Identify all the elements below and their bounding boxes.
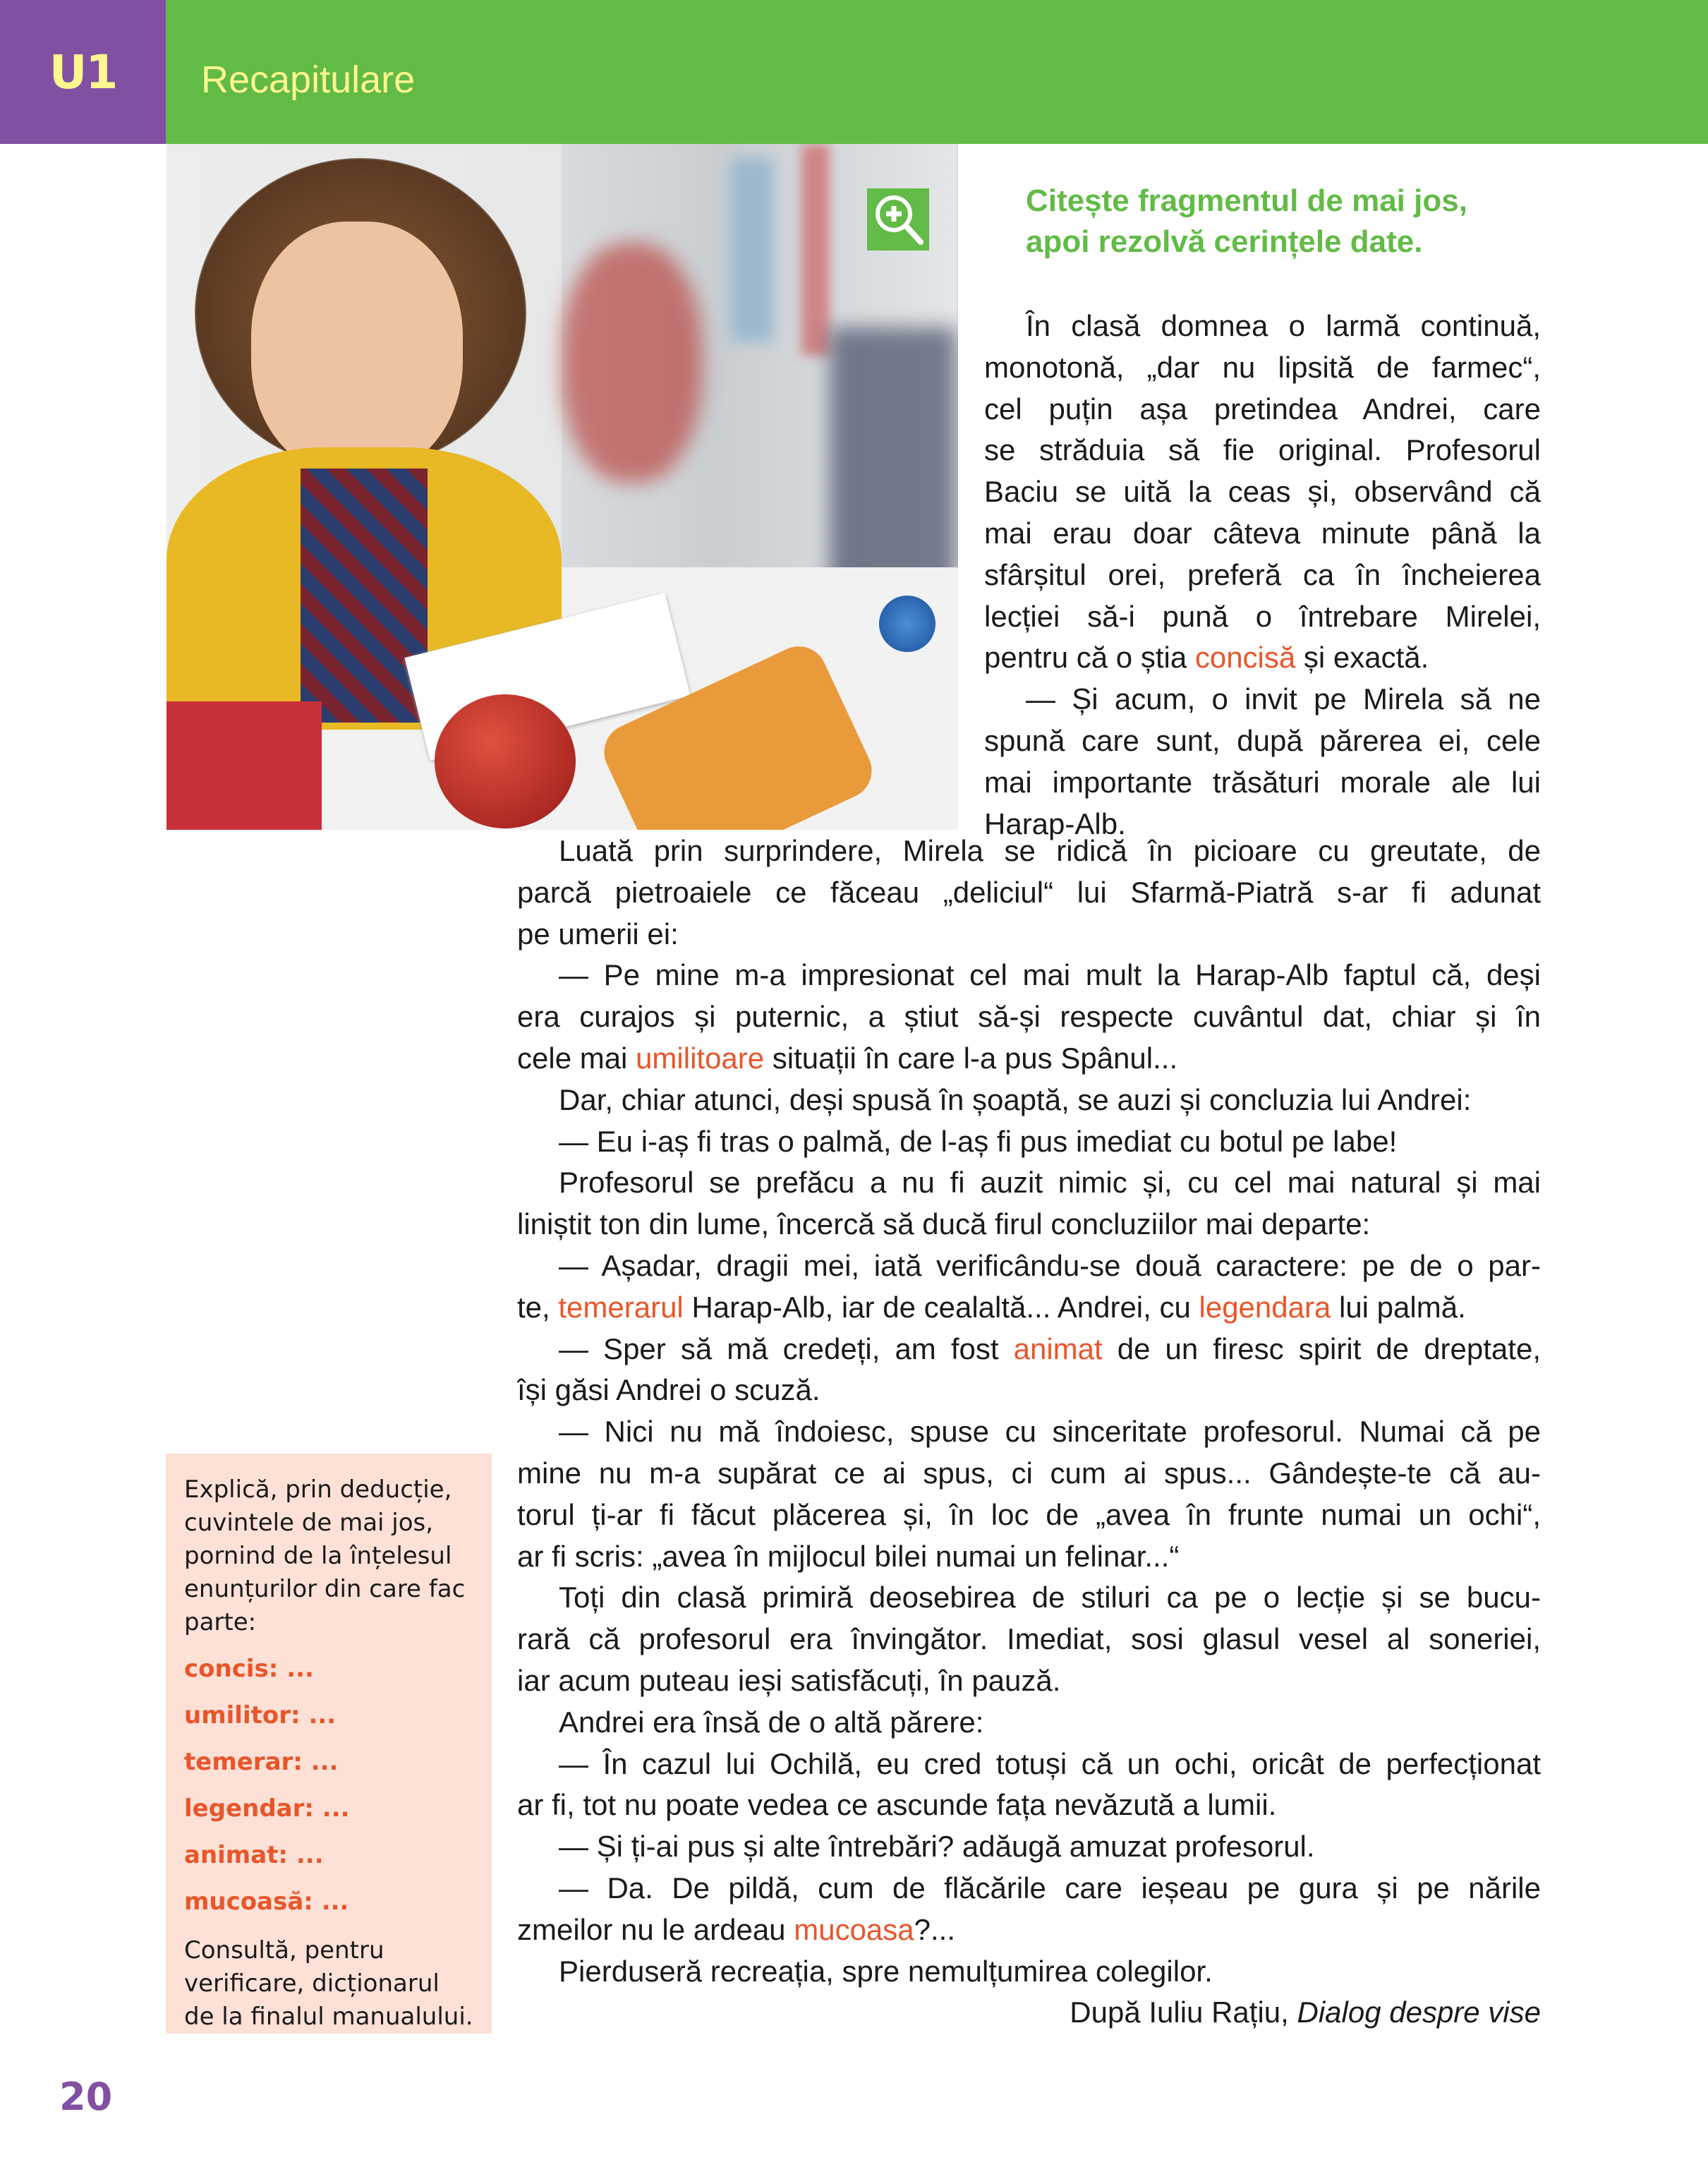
text-segment: era curajos și puternic, a știut să-și respecte cuvântul dat, chiar și în: [517, 1000, 1541, 1034]
text-segment: sfârșitul orei, preferă ca în încheierea: [984, 557, 1541, 591]
text-line: [517, 1080, 1541, 1121]
text-line: [984, 762, 1541, 804]
header-bar: [166, 0, 1708, 144]
text-line: [984, 471, 1541, 513]
text-line: [517, 1121, 1541, 1163]
text-segment: ar fi scris: „avea în mijlocul bilei numai un felinar...“: [517, 1539, 1180, 1573]
highlighted-word: temerarul: [558, 1290, 684, 1324]
zoom-in-button[interactable]: [867, 188, 929, 250]
text-segment: mine nu m-a supărat ce ai spus, ci cum ai spus... Gândește-te că au-: [517, 1456, 1541, 1490]
text-segment: și exactă.: [1295, 641, 1429, 675]
text-segment: de un firesc spirit de dreptate,: [1102, 1332, 1541, 1365]
text-segment: — Sper să mă credeți, am fost: [559, 1332, 1014, 1365]
text-line: [517, 1744, 1541, 1785]
text-segment: rară că profesorul era învingător. Imediat, sosi glasul vesel al soneriei,: [517, 1622, 1541, 1656]
vocabulary-word: mucoasă: ...: [184, 1888, 349, 1916]
text-line: [517, 1868, 1541, 1909]
dictionary-note: Consultă, pentru verificare, dicționarul de la finalul manualului.: [184, 1936, 473, 2031]
text-line: [984, 679, 1541, 720]
text-line: [517, 1702, 1541, 1744]
text-line: [517, 1245, 1541, 1287]
text-line: [517, 1951, 1541, 1993]
text-line: [517, 1619, 1541, 1660]
zoom-in-icon: [867, 188, 929, 250]
text-line: [517, 1785, 1541, 1826]
text-line: [984, 389, 1541, 430]
text-segment: mai erau doar câteva minute până la: [984, 516, 1541, 550]
section-title: Recapitulare: [201, 59, 416, 101]
text-segment: pe umerii ei:: [517, 917, 679, 950]
highlighted-word: umilitoare: [636, 1041, 765, 1075]
text-line: [517, 1411, 1541, 1453]
text-line: [517, 1660, 1541, 1702]
text-segment: își găsi Andrei o scuză.: [517, 1373, 820, 1407]
text-segment: Baciu se uită la ceas și, observând că: [984, 475, 1541, 509]
text-column-full: [517, 831, 1541, 2034]
text-segment: situații în care l-a pus Spânul...: [764, 1041, 1178, 1075]
text-column-right: [984, 306, 1541, 845]
text-line: [517, 1909, 1541, 1951]
text-line: [517, 914, 1541, 955]
text-line: [517, 1577, 1541, 1619]
highlighted-word: concisă: [1194, 641, 1296, 675]
text-segment: te,: [517, 1290, 559, 1324]
text-line: [517, 1329, 1541, 1370]
text-segment: liniștit ton din lume, încercă să ducă firul concluziilor mai departe:: [517, 1207, 1371, 1241]
text-line: [517, 955, 1541, 996]
text-segment: — În cazul lui Ochilă, eu cred totuși că un ochi, oricât de perfecționat: [559, 1746, 1541, 1780]
text-segment: Luată prin surprindere, Mirela se ridică în picioare cu greutate, de: [559, 834, 1541, 867]
text-segment: În clasă domnea o larmă continuă,: [1026, 309, 1541, 342]
instruction-heading: [1026, 181, 1467, 262]
text-segment: torul ți-ar fi făcut plăcerea și, în loc de „avea în frunte numai un ochi“,: [517, 1497, 1541, 1531]
text-line: [517, 1162, 1541, 1204]
vocabulary-word: legendar: ...: [184, 1794, 350, 1823]
highlighted-word: animat: [1013, 1332, 1103, 1365]
highlighted-word: legendara: [1199, 1290, 1331, 1324]
illustration-photo: [166, 144, 958, 830]
text-line: [517, 1287, 1541, 1329]
unit-label: U1: [49, 44, 117, 99]
text-segment: ar fi, tot nu poate vedea ce ascunde fața nevăzută a lumii.: [517, 1788, 1277, 1822]
text-segment: mai importante trăsături morale ale lui: [984, 765, 1541, 799]
text-segment: Harap-Alb, iar de cealaltă... Andrei, cu: [683, 1290, 1199, 1324]
text-line: [984, 347, 1541, 389]
text-line: [984, 555, 1541, 596]
instruction-line: apoi rezolvă cerințele date.: [1026, 224, 1423, 259]
text-segment: Andrei era însă de o altă părere:: [559, 1705, 984, 1739]
text-line: [517, 1453, 1541, 1495]
text-segment: cele mai: [517, 1041, 636, 1075]
text-line: [517, 872, 1541, 914]
text-segment: Pierduseră recreația, spre nemulțumirea colegilor.: [559, 1954, 1213, 1988]
vocabulary-word: umilitor: ...: [184, 1701, 337, 1730]
text-line: [517, 1038, 1541, 1080]
text-segment: zmeilor nu le ardeau: [517, 1912, 794, 1946]
text-segment: lui palmă.: [1331, 1290, 1466, 1324]
text-segment: Toți din clasă primiră deosebirea de stiluri ca pe o lecție și se bucu-: [559, 1581, 1541, 1614]
text-line: [517, 1495, 1541, 1536]
page-number: 20: [59, 2075, 113, 2119]
highlighted-word: mucoasa: [794, 1912, 914, 1946]
text-segment: — Pe mine m-a impresionat cel mai mult la Harap-Alb faptul că, deși: [559, 958, 1541, 992]
text-line: [517, 1370, 1541, 1411]
attribution-title: Dialog despre vise: [1297, 1996, 1541, 2029]
text-segment: — Așadar, dragii mei, iată verificându-se două caractere: pe de o par-: [559, 1248, 1541, 1282]
text-line: [517, 1536, 1541, 1578]
instruction-line: Citește fragmentul de mai jos,: [1026, 183, 1467, 218]
text-line: [984, 720, 1541, 762]
text-line: [984, 596, 1541, 638]
vocabulary-word: animat: ...: [184, 1841, 324, 1869]
text-segment: lecției să-i pună o întrebare Mirelei,: [984, 599, 1541, 633]
text-segment: — Și ți-ai pus și alte întrebări? adăugă amuzat profesorul.: [559, 1830, 1315, 1864]
text-line: [517, 831, 1541, 872]
text-segment: — Și acum, o invit pe Mirela să ne: [1026, 682, 1541, 716]
text-segment: se străduia să fie original. Profesorul: [984, 433, 1541, 467]
text-segment: iar acum puteau ieși satisfăcuți, în pauză.: [517, 1663, 1061, 1697]
text-segment: Profesorul se prefăcu a nu fi auzit nimic și, cu cel mai natural și mai: [559, 1166, 1541, 1200]
text-line: [517, 996, 1541, 1038]
text-line: [517, 1204, 1541, 1245]
text-segment: Dar, chiar atunci, deși spusă în șoaptă, se auzi și concluzia lui Andrei:: [559, 1082, 1472, 1116]
text-segment: cel puțin așa pretindea Andrei, care: [984, 392, 1541, 425]
text-segment: — Eu i-aș fi tras o palmă, de l-aș fi pus imediat cu botul pe labe!: [559, 1124, 1398, 1158]
vocabulary-box: [166, 1454, 492, 2034]
text-segment: — Nici nu mă îndoiesc, spuse cu sinceritate profesorul. Numai că pe: [559, 1415, 1541, 1449]
text-line: [984, 430, 1541, 471]
text-segment: — Da. De pildă, cum de flăcările care ieșeau pe gura și pe nările: [559, 1871, 1541, 1905]
attribution: [517, 1992, 1541, 2034]
text-line: [984, 637, 1541, 679]
text-segment: ?...: [914, 1912, 956, 1946]
text-segment: pentru că o știa: [984, 641, 1195, 675]
vocabulary-word: concis: ...: [184, 1655, 314, 1683]
text-line: [517, 1826, 1541, 1868]
vocabulary-prompt: Explică, prin deducție, cuvintele de mai jos, pornind de la înțelesul enunțurilor din care fac parte:: [184, 1475, 466, 1636]
text-line: [984, 306, 1541, 347]
text-segment: monotonă, „dar nu lipsită de farmec“,: [984, 350, 1541, 384]
text-line: [984, 513, 1541, 555]
attribution-source: După Iuliu Rațiu,: [1070, 1996, 1297, 2029]
text-segment: Harap-Alb.: [984, 807, 1126, 840]
vocabulary-word: temerar: ...: [184, 1748, 339, 1776]
text-segment: parcă pietroaiele ce făceau „deliciul“ lui Sfarmă-Piatră s-ar fi adunat: [517, 875, 1541, 909]
text-segment: spună care sunt, după părerea ei, cele: [984, 723, 1541, 757]
unit-badge: [0, 0, 166, 144]
